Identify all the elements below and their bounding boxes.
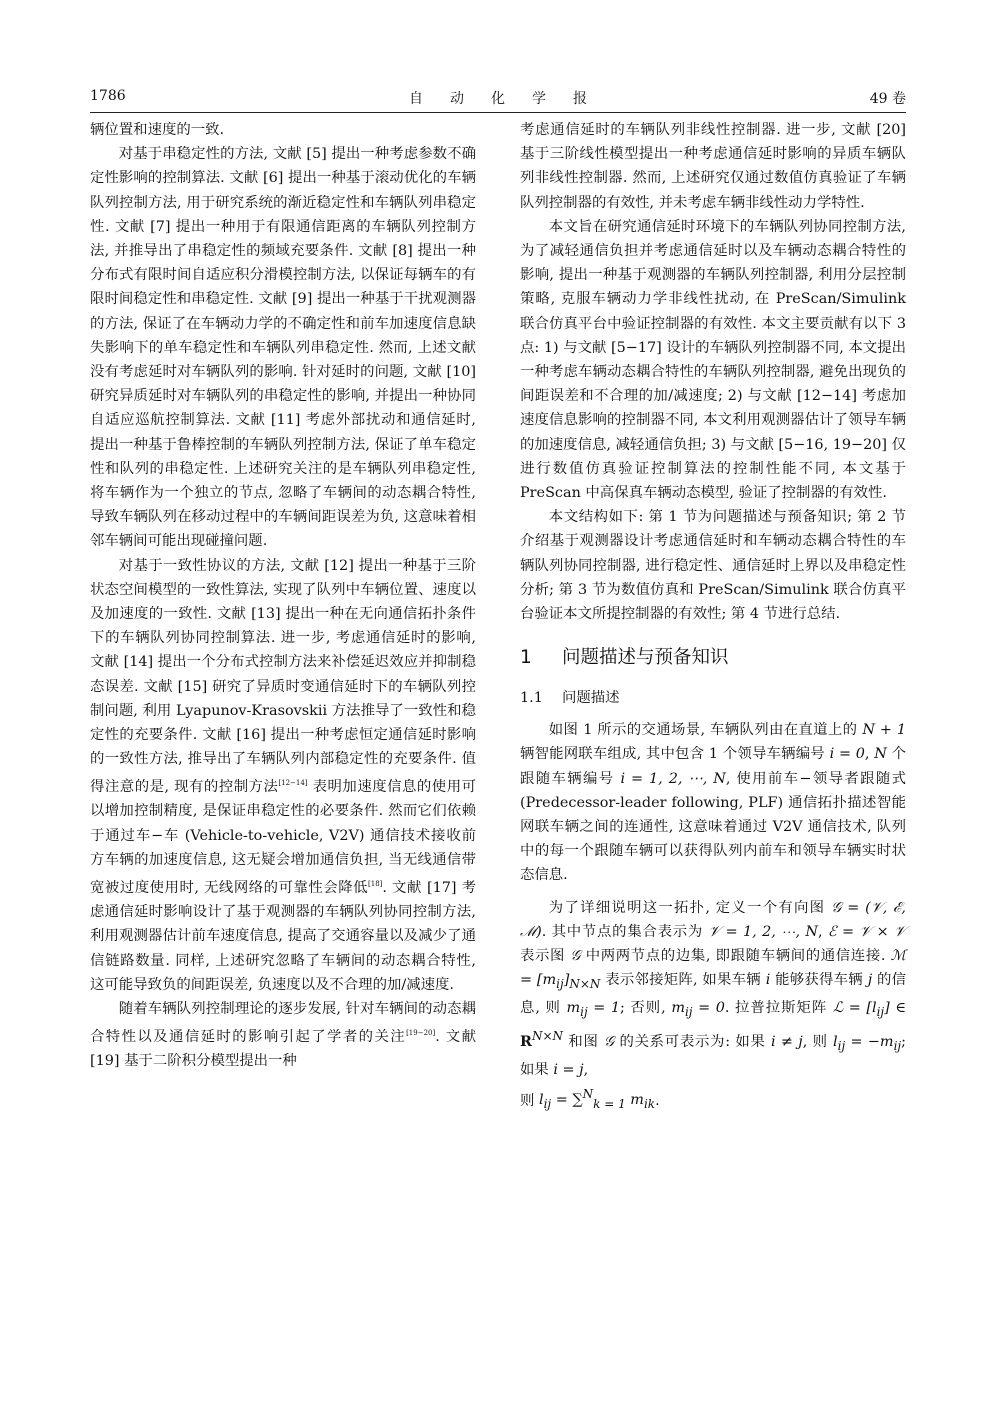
math: $m_{ij} = 0$	[671, 1000, 725, 1020]
running-header	[90, 88, 906, 110]
math: i = j	[553, 1062, 584, 1079]
math: i = 0	[829, 746, 865, 763]
paragraph: 辆位置和速度的一致.	[90, 122, 225, 138]
paragraph: 考虑通信延时的车辆队列非线性控制器. 进一步, 文献 [20] 基于三阶线性模型提出一种考虑通信延时影响的异质车辆队列非线性控制器. 然而, 上述研究仅通过数值仿真验证了车辆队列控制器的有效性, 并未考虑车辆非线性动力学特性.	[520, 122, 906, 211]
paragraph: 本文旨在研究通信延时环境下的车辆队列协同控制方法, 为了减轻通信负担并考虑通信延时以及车辆动态耦合特性的影响, 提出一种基于观测器的车辆队列控制器, 利用分层控制策略, 克服车辆动力学非线性扰动, 在 PreScan/Simulink 联合仿真平台中验证控制器的有效性. 本文主要贡献有以下 3 点: 1) 与文献 [5−17] 设计的车辆队列控制器不同, 本文提出一种考虑车辆动态耦合特性的车辆队列控制器, 避免出现负的间距误差和不合理的加/减速度; 2) 与文献 [12−14] 考虑加速度信息影响的控制器不同, 本文利用观测器估计了领导车辆的加速度信息, 减轻通信负担; 3) 与文献 [5−16, 19−20] 仅进行数值仿真验证控制算法的控制性能不同, 本文基于 PreScan 中高保真车辆动态模型, 验证了控制器的有效性.	[520, 218, 906, 502]
section-number: 1	[520, 647, 532, 669]
math: N	[874, 746, 887, 763]
subsection-number: 1.1	[520, 690, 543, 707]
math: j	[867, 972, 873, 989]
paragraph: 对基于串稳定性的方法, 文献 [5] 提出一种考虑参数不确定性影响的控制算法. 文献 [6] 提出一种基于滚动优化的车辆队列控制方法, 用于研究系统的渐近稳定性和车辆队列串稳定性. 文献 [7] 提出一种用于有限通信距离的车辆队列控制方法, 并推导出了串稳定性的频域充要条件. 文献 [8] 提出一种分布式有限时间自适应积分滑模控制方法, 以保证每辆车的有限时间稳定性和串稳定性. 文献 [9] 提出一种基于干扰观测器的方法, 保证了在车辆动力学的不确定性和前车加速度信息缺失影响下的单车稳定性和车辆队列串稳定性. 然而, 上述文献没有考虑延时对车辆队列的影响. 针对延时的问题, 文献 [10] 研究异质延时对车辆队列的串稳定性的影响, 并提出一种协同自适应巡航控制算法. 文献 [11] 考虑外部扰动和通信延时, 提出一种基于鲁棒控制的车辆队列控制方法, 保证了单车稳定性和队列的串稳定性. 上述研究关注的是车辆队列串稳定性, 将车辆作为一个独立的节点, 忽略了车辆间的动态耦合特性, 导致车辆队列在移动过程中的车辆间距误差为负, 这意味着相邻车辆间可能出现碰撞问题.	[90, 146, 476, 550]
math: $l_{ij} = -m_{ij}$	[833, 1034, 902, 1054]
math: i	[765, 972, 771, 989]
right-column	[520, 118, 906, 1116]
math: 𝒢 = (𝒱, ℰ, ℳ)	[520, 899, 906, 940]
paragraph: 对基于一致性协议的方法, 文献 [12] 提出一种基于三阶状态空间模型的一致性算法, 实现了队列中车辆位置、速度以及加速度的一致性. 文献 [13] 提出一种在无向通信拓扑条件下的车辆队列协同控制算法. 进一步, 考虑通信延时的影响, 文献 [14] 提出一个分布式控制方法来补偿延迟效应并抑制稳态误差. 文献 [15] 研究了异质时变通信延时下的车辆队列控制问题, 利用 Lyapunov-Krasovskii 方法推导了一致性和稳定性的充要条件. 文献 [16] 提出一种考虑恒定通信延时影响的一致性方法, 推导出了车辆队列内部稳定性的充要条件. 值得注意的是, 现有的控制方法[12−14] 表明加速度信息的使用可以增加控制精度, 是保证串稳定性的必要条件. 然而它们依赖于通过车−车 (Vehicle-to-vehicle, V2V) 通信技术接收前方车辆的加速度信息, 这无疑会增加通信负担, 当无线通信带宽被过度使用时, 无线网络的可靠性会降低[18]. 文献 [17] 考虑通信延时影响设计了基于观测器的车辆队列协同控制方法, 利用观测器估计前车速度信息, 提高了交通容量以及减少了通信链路数量. 同样, 上述研究忽略了车辆间的动态耦合特性, 这可能导致负的间距误差, 负速度以及不合理的加/减速度.	[90, 557, 476, 993]
math: $l_{ij} = \sum^N_{k = 1}$ $m_{ik}$	[538, 1087, 656, 1112]
paragraph: 随着车辆队列控制理论的逐步发展, 针对车辆间的动态耦合特性以及通信延时的影响引起了学者的关注[19−20]. 文献 [19] 基于二阶积分模型提出一种	[90, 1000, 476, 1070]
math: $m_{ij} = 1$	[566, 1000, 621, 1020]
math: i = 1, 2, ⋯, N	[620, 770, 726, 787]
math: 𝒢	[570, 948, 581, 965]
paragraph: 为了详细说明这一拓扑, 定义一个有向图 𝒢 = (𝒱, ℰ, ℳ). 其中节点的集合表示为 𝒱 = 1, 2, ⋯, N, ℰ = 𝒱 × 𝒱 表示图 𝒢 中两两节点的边集, 即跟随车辆间的通信连接. ℳ = $[m_{ij}]_{N\times N}$ 表示邻接矩阵, 如果车辆 i 能够获得车辆 j 的信息, 则 $m_{ij} = 1$; 否则, $m_{ij} = 0$. 拉普拉斯矩阵 ℒ = $[l_{ij}]$ ∈ $R^{N\times N}$ 和图 𝒢 的关系可表示为: 如果 i ≠ j, 则 $l_{ij} = -m_{ij}$; 如果 i = j,	[520, 899, 907, 1079]
citation: [18]	[368, 880, 383, 889]
math: ℳ = $[m_{ij}]_{N\times N}$	[520, 948, 907, 992]
math: N + 1	[862, 722, 906, 739]
math: 𝒢	[603, 1034, 615, 1051]
journal-title: 自动化学报	[409, 91, 614, 107]
section-title: 问题描述与预备知识	[562, 647, 729, 669]
left-column	[90, 118, 476, 1073]
volume-label: 49 卷	[869, 91, 906, 107]
section-heading	[520, 646, 906, 670]
citation: [12−14]	[278, 779, 308, 788]
paragraph: 如图 1 所示的交通场景, 车辆队列由在直道上的 N + 1 辆智能网联车组成, 其中包含 1 个领导车辆编号 i = 0, N 个跟随车辆编号 i = 1, 2, ⋯, N, 使用前车−领导者跟随式 (Predecessor-leader following, PLF) 通信拓扑描述智能网联车辆之间的连通性, 这意味着通过 V2V 通信技术, 队列中的每一个跟随车辆可以获得队列内前车和领导车辆实时状态信息.	[520, 722, 907, 884]
header-rule	[90, 112, 906, 113]
math: 𝒱 = 1, 2, ⋯, N	[708, 923, 818, 940]
paragraph: 本文结构如下: 第 1 节为问题描述与预备知识; 第 2 节介绍基于观测器设计考虑通信延时和车辆动态耦合特性的车辆队列协同控制器, 进行稳定性、通信延时上界以及串稳定性分析; 第 3 节为数值仿真和 PreScan/Simulink 联合仿真平台验证本文所提控制器的有效性; 第 4 节进行总结.	[520, 509, 906, 623]
subsection-title: 问题描述	[562, 690, 620, 707]
math: i ≠ j	[770, 1034, 803, 1051]
page-number: 1786	[90, 88, 126, 104]
math: ℒ = $[l_{ij}]$ ∈ $R^{N\times N}$	[520, 1000, 906, 1051]
math: ℰ = 𝒱 × 𝒱	[827, 923, 906, 940]
paragraph: 则 $l_{ij} = \sum^N_{k = 1}$ $m_{ik}$.	[520, 1087, 660, 1112]
citation: [19−20]	[406, 1029, 436, 1038]
subsection-heading	[520, 686, 906, 710]
